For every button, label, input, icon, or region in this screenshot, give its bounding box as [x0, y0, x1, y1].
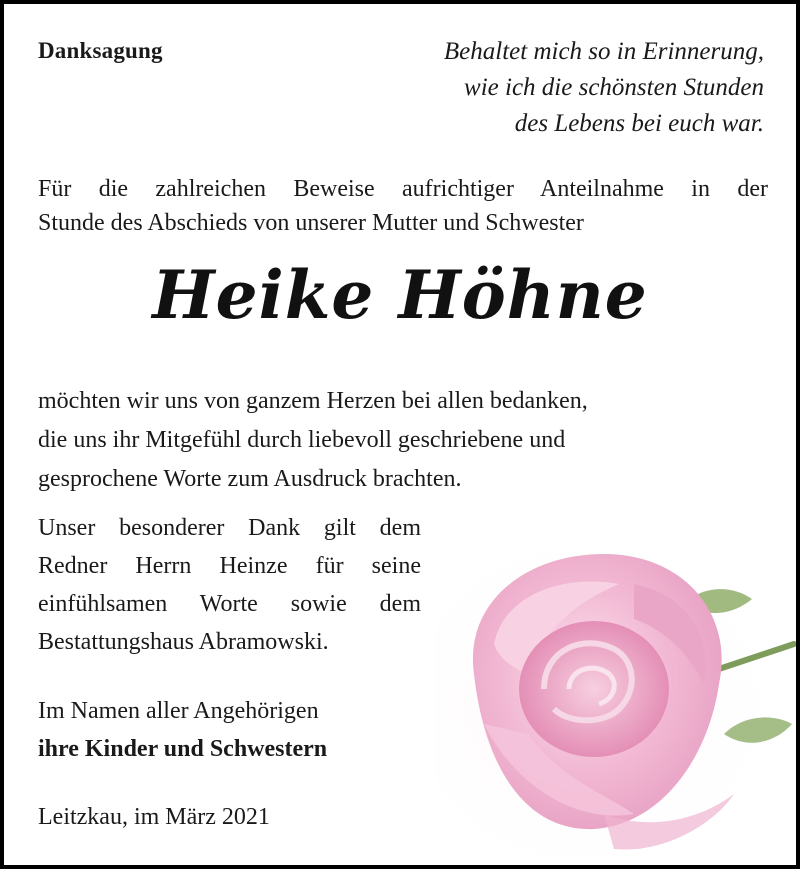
rose-image — [434, 524, 796, 865]
place-date: Leitzkau, im März 2021 — [38, 804, 270, 830]
heading: Danksagung — [38, 38, 163, 63]
thanks-line: die uns ihr Mitgefühl durch liebevoll geschriebene und — [38, 427, 566, 453]
special-thanks-line: Redner Herrn Heinze für seine — [38, 553, 421, 579]
intro-text — [38, 172, 768, 240]
special-thanks-line: einfühlsamen Worte sowie dem — [38, 591, 421, 617]
thanks-line: möchten wir uns von ganzem Herzen bei allen bedanken, — [38, 388, 588, 414]
signoff-line: Im Namen aller Angehörigen — [38, 698, 319, 724]
intro-line: Stunde des Abschieds von unserer Mutter und Schwester — [38, 210, 584, 236]
thanks-line: gesprochene Worte zum Ausdruck brachten. — [38, 466, 462, 492]
thanks-text — [38, 382, 738, 499]
intro-line: Für die zahlreichen Beweise aufrichtiger Anteilnahme in der — [38, 176, 768, 202]
deceased-name: Heike Höhne — [152, 256, 648, 334]
signoff-family: ihre Kinder und Schwestern — [38, 736, 328, 762]
motto-line: des Lebens bei euch war. — [514, 110, 764, 137]
motto-quote — [284, 34, 764, 142]
signoff — [38, 692, 327, 768]
special-thanks-line: Unser besonderer Dank gilt dem — [38, 515, 421, 541]
motto-line: Behaltet mich so in Erinnerung, — [443, 38, 764, 65]
special-thanks-line: Bestattungshaus Abramowski. — [38, 629, 329, 655]
motto-line: wie ich die schönsten Stunden — [464, 74, 764, 101]
special-thanks-text — [38, 509, 421, 661]
